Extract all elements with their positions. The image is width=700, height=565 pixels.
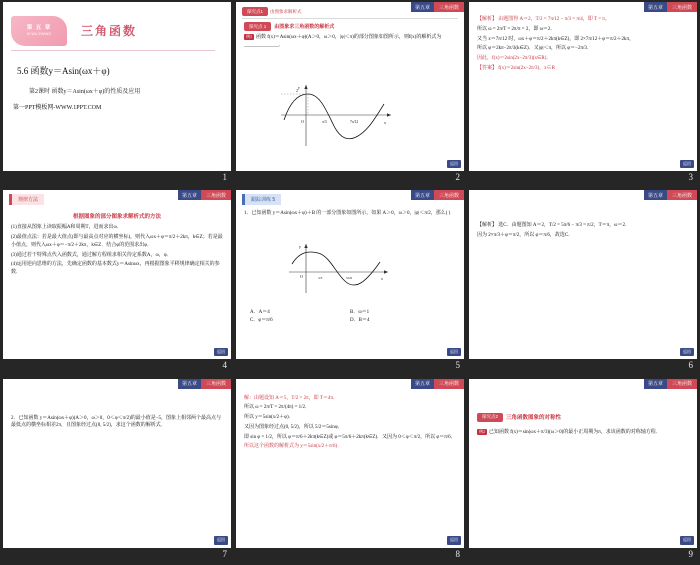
section-label: 探究点2 [477,413,503,422]
slide-4[interactable] [3,190,231,359]
chapter-tag-right: 三角函数 [434,190,464,200]
body-line-1: 【解析】 选C．由题图知 A＝2，T/2 = 5π/6 − π/3 = π/2，T＝π，ω＝2． [477,223,630,229]
chapter-tag [178,379,231,389]
section-title: 三角函数图象的对称性 [506,415,562,422]
body-line-2: 所以 ω = 2π/T = 2π/π = 2，即 ω＝2． [477,26,556,32]
slide-cell-5[interactable] [236,190,464,374]
slide-number-6: 6 [688,360,693,371]
return-button[interactable]: 返回 [447,536,461,544]
chapter-tag [644,2,697,12]
chapter-tag [644,379,697,389]
body-line-5: 因此，f(x)＝2sin(2x−2π/3)(x∈R)． [477,56,552,61]
return-button[interactable]: 返回 [214,536,228,544]
slide-2[interactable] [236,2,464,171]
svg-text:x: x [381,276,383,282]
sine-curve-svg [284,238,394,298]
return-button[interactable]: 返回 [680,348,694,356]
slide-5[interactable] [236,190,464,359]
return-button[interactable]: 返回 [214,348,228,356]
slide-cell-3[interactable] [469,2,697,186]
header-divider [242,18,458,19]
body-line-3: 所以 y＝5sin(x/2＋φ)． [244,415,294,421]
slide-cell-2[interactable] [236,2,464,186]
chapter-badge-cn: 第 五 章 [26,25,52,32]
section-title: 由图象求三角函数的解析式 [274,25,335,30]
slide-number-9: 9 [688,548,693,559]
slide-body [244,34,456,52]
method-banner: 规律方法 [9,194,44,205]
chapter-tag [178,190,231,200]
chapter-tag-right: 三角函数 [667,190,697,200]
slide-cell-6[interactable] [469,190,697,374]
body-line-2: 因为 2×π/3＋φ＝π/2，所以 φ＝π/6，故选C． [477,233,574,239]
body-line-1: 1．已知函数 y＝Asin(ωx＋φ)＋B 的一部分图象如图所示，如果 A＞0，ω＞0，|φ|＜π/2，那么( ) [244,211,451,217]
cover-layout [3,2,231,171]
body-line-1: 2．已知函数 y＝Asin(ωx＋φ)(A＞0，ω＞0，0＜φ＜π/2)的最小值是−5，图象上相邻两个最高点与最低点的横坐标相差2π，且图象经过点(0, 5/2)，求这个函数的解析式． [11,415,222,429]
body-line-1: (1)直接从图象上读取振幅A和周期T，进而求出ω． [11,225,122,231]
slide-number-2: 2 [455,172,460,182]
body-line-4: 所以 φ＝2kπ−2π/3(k∈Z)．又|φ|＜π，所以 φ＝−2π/3． [477,46,592,52]
example-tag: 例2 [479,428,485,434]
slide-body [244,395,456,454]
body-text: 函数 f(x)＝Asin(ωx＋φ)(A＞0，ω＞0，|φ|＜π)的部分图象如图所示，则f(x)的解析式为 ______________． [244,35,442,48]
chapter-tag-right: 三角函数 [667,379,697,389]
body-text: 已知函数 f(x)＝sin(ωx＋π/3)(ω＞0)的最小正周期为π，求该函数的对称轴方程． [489,429,661,435]
chapter-tag-left: 第五章 [644,2,667,12]
return-button[interactable]: 返回 [447,348,461,356]
cover-divider [11,50,215,51]
svg-text:7π/12: 7π/12 [350,120,359,124]
chapter-tag [411,379,464,389]
svg-text:5π/6: 5π/6 [346,276,353,281]
chapter-tag [644,190,697,200]
chapter-tag-left: 第五章 [411,379,434,389]
cover-title: 三角函数 [81,24,138,38]
practice-banner: 跟踪训练 5 [242,194,281,205]
chapter-tag-left: 第五章 [644,379,667,389]
return-button[interactable]: 返回 [447,160,461,168]
slide-number-4: 4 [222,360,227,371]
slide-number-3: 3 [688,172,693,182]
slide-number-5: 5 [455,360,460,371]
function-graph [276,80,396,150]
slide-cell-9[interactable] [469,379,697,563]
svg-text:y: y [298,85,300,90]
slide-body [477,429,689,439]
return-button[interactable]: 返回 [680,160,694,168]
slide-cell-4[interactable] [3,190,231,374]
body-line-6: 所以这个函数的解析式为 y＝5sin(x/2＋π/6)． [244,444,343,450]
chapter-tag-right: 三角函数 [667,2,697,12]
slide-body [244,210,456,220]
slide-cell-8[interactable] [236,379,464,563]
chapter-tag-right: 三角函数 [201,379,231,389]
explore-point-badge: 探究点1 [242,7,268,16]
body-line-1: 【解析】 由题图得 A＝2，T/2 = 7π/12 − π/3 = π/4，即 T = π。 [477,17,610,22]
section-label: 探究点 1 [244,22,271,31]
option-c[interactable]: C．φ＝π/6 [250,318,273,324]
slide-number-1: 1 [222,172,227,182]
chapter-tag-left: 第五章 [178,379,201,389]
svg-text:O: O [300,274,303,280]
chapter-tag [411,2,464,12]
slide-cell-7[interactable] [3,379,231,563]
slide-body [477,16,689,75]
body-line-5: 即 sin φ = 1/2，所以 φ＝π/6＋2kπ(k∈Z)或 φ＝5π/6＋2kπ(k∈Z)．又因为 0＜φ＜π/2，所以 φ＝π/6． [244,434,456,440]
options-list [250,308,450,324]
chapter-tag-right: 三角函数 [434,379,464,389]
body-line-2: 所以 ω = 2π/T = 2π/(4π) = 1/2． [244,405,311,411]
body-line-3: 又当 x＝7π/12 时，ωx＋φ＝π/2＋2kπ(k∈Z)，即 2×7π/12＋φ＝π/2＋2kπ， [477,36,635,42]
body-line-3: (3)通过若干特殊点代入函数式，通过解方程组求相关待定系数A，ω，φ． [11,252,172,258]
body-line-6: 【答案】 f(x)＝2sin(2x−2π/3)，x∈R [477,65,555,71]
svg-text:O: O [301,119,304,124]
slide-7[interactable] [3,379,231,548]
slide-8[interactable] [236,379,464,548]
slide-9[interactable] [469,379,697,548]
svg-text:2: 2 [296,88,298,93]
chapter-tag-right: 三角函数 [201,190,231,200]
svg-text:y: y [299,244,301,250]
cover-subtitle: 5.6 函数y＝Asin(ωx＋φ) [17,66,110,76]
slide-3[interactable] [469,2,697,171]
chapter-tag [411,190,464,200]
svg-text:π/3: π/3 [322,120,327,124]
option-b[interactable]: B．ω＝1 [350,310,370,316]
slide-6[interactable] [469,190,697,359]
body-line-1: 解：由题设知 A＝5，T/2 = 2π，即 T＝4π． [244,395,338,401]
slide-body [477,222,689,242]
slide-body [11,415,223,433]
svg-text:x: x [384,120,386,125]
chapter-tag-left: 第五章 [411,2,434,12]
svg-text:π/3: π/3 [318,276,323,281]
slide-number-8: 8 [455,548,460,559]
chapter-badge-en: DI WU ZHANG [26,32,52,37]
cover-footer: 第一PPT模板网-WWW.1PPT.COM [13,105,102,111]
body-line-4: (4)运用逆向思维的方法，先确定函数的基本数式y＝Asinωx，再根据图象平移规律确定相关的参数． [11,262,220,276]
section-title: 根据图象的部分图象求解析式的方法 [72,214,161,221]
example-tag: 例1 [246,34,252,39]
slide-1[interactable] [3,2,231,171]
option-a[interactable]: A．A＝4 [250,310,270,316]
chapter-tag-right: 三角函数 [434,2,464,12]
chapter-badge [11,16,67,46]
slide-cell-1[interactable] [3,2,231,186]
explore-point-title: 由图象求解析式 [270,8,302,14]
chapter-tag-left: 第五章 [178,190,201,200]
slide-number-7: 7 [222,548,227,559]
body-line-2: (2)最值点法：若是最大值点(即与最高点对应的横坐标)，则代入ωx＋φ＝π/2＋2kπ，k∈Z；若是最小值点，则代入ωx＋φ＝−π/2＋2kπ，k∈Z．结合φ的范围求出φ． [11,235,223,248]
slide-body [11,224,223,279]
cover-subtitle-2: 第2课时 函数y＝Asin(ωx＋φ)的性质及应用 [29,89,141,95]
option-d[interactable]: D．B＝4 [350,318,370,324]
return-button[interactable]: 返回 [680,536,694,544]
function-graph [284,238,394,298]
body-line-4: 又因为图象经过点(0, 5/2)，所以 5/2＝5sinφ． [244,424,343,430]
sine-curve-svg [276,80,396,150]
chapter-tag-left: 第五章 [411,190,434,200]
chapter-tag-left: 第五章 [644,190,667,200]
